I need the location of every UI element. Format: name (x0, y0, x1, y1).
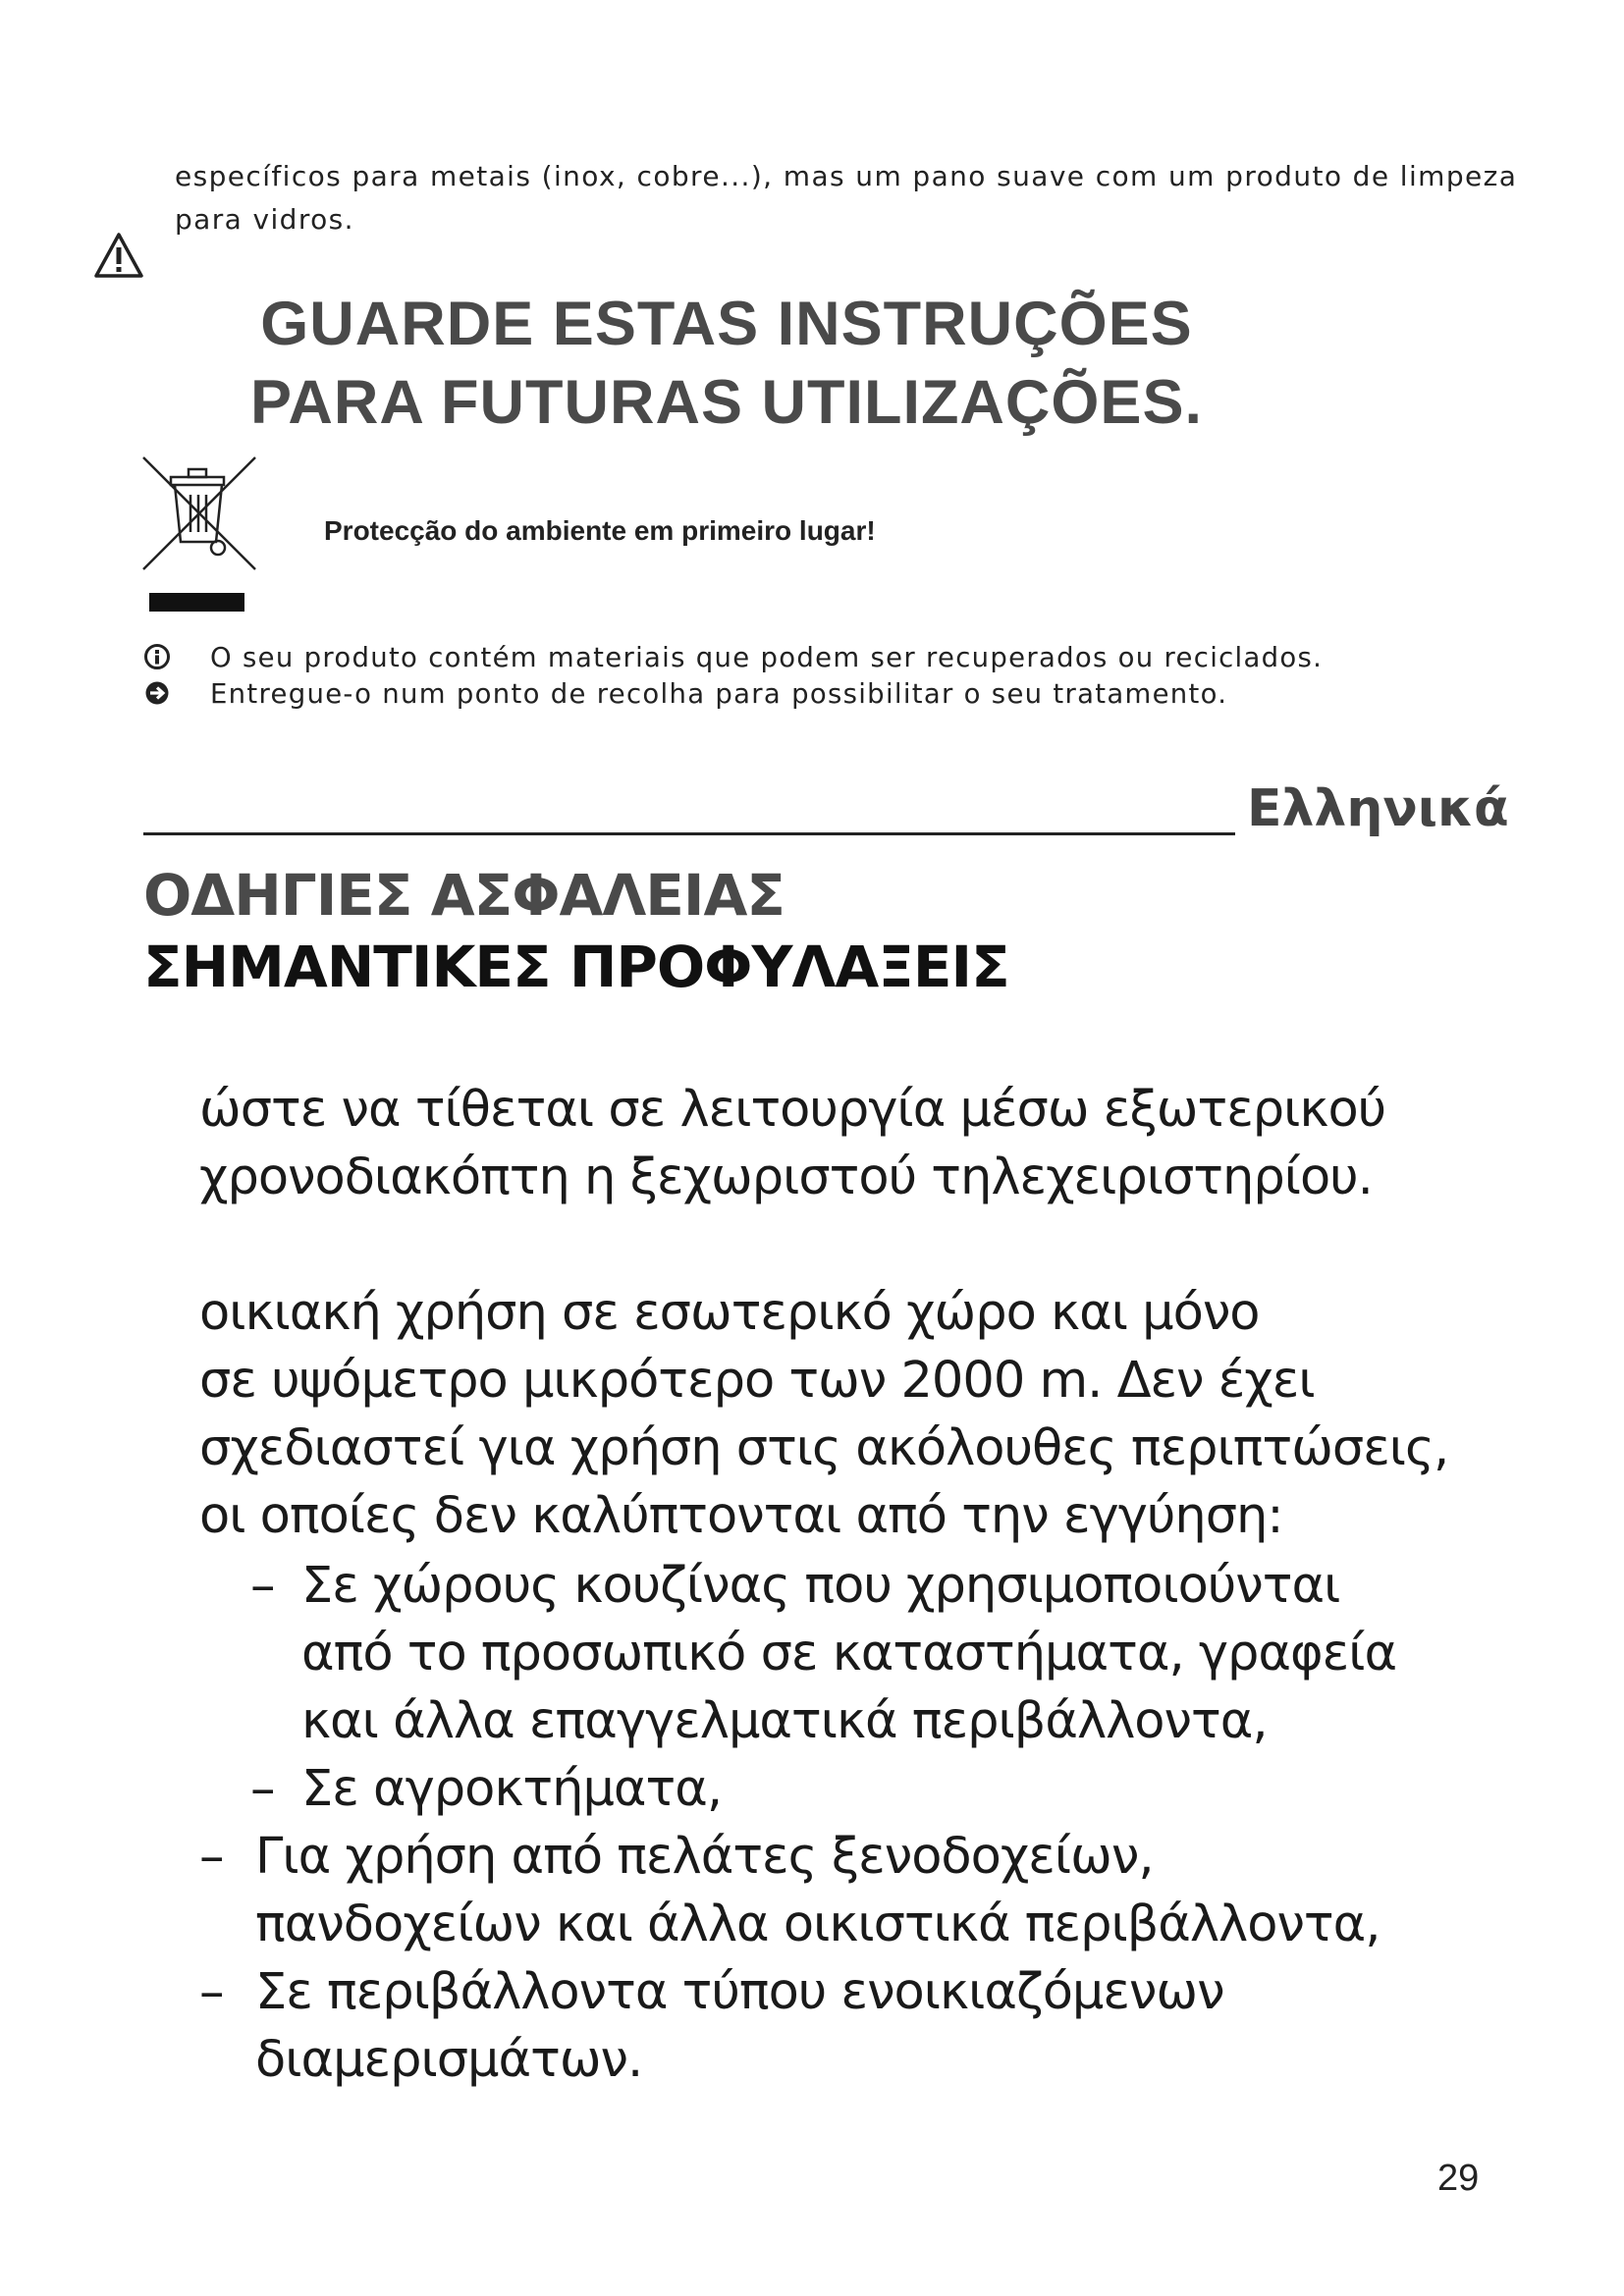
exclusions-list (199, 1552, 1544, 2094)
keep-instructions-line1: GUARDE ESTAS INSTRUÇÕES (260, 290, 1193, 358)
page-number: 29 (1437, 2158, 1480, 2199)
bin-underline-bar (149, 593, 244, 612)
intro-text: específicos para metais (inox, cobre...), mas um pano suave com um produto de limpeza para vidros. (175, 160, 1518, 236)
crossed-out-wheelie-bin-icon (141, 455, 257, 571)
list-dash: – (199, 1963, 224, 2021)
list-dash: – (250, 1760, 275, 1818)
list-item-line: από το προσωπικό σε καταστήματα, γραφεία (301, 1625, 1397, 1682)
keep-instructions-line2: PARA FUTURAS UTILIZAÇÕES. (250, 368, 1203, 437)
paragraph-household-use (199, 1279, 1544, 1550)
language-section-label: Ελληνικά (1247, 779, 1509, 838)
list-item-line: και άλλα επαγγελματικά περιβάλλοντα, (301, 1692, 1268, 1750)
environment-line-text: Entregue-o num ponto de recolha para possibilitar o seu tratamento. (210, 678, 1228, 710)
list-item-line: διαμερισμάτων. (255, 2031, 643, 2089)
list-dash: – (250, 1557, 275, 1615)
list-item (199, 1823, 1544, 1958)
list-item (199, 1958, 1544, 2094)
safety-instructions-heading: ΟΔΗΓΙΕΣ ΑΣΦΑΛΕΙΑΣ (143, 862, 785, 929)
important-precautions-heading: ΣΗΜΑΝΤΙΚΕΣ ΠΡΟΦΥΛΑΞΕΙΣ (143, 934, 1009, 1000)
environment-line (143, 676, 1420, 713)
list-item-line: Για χρήση από πελάτες ξενοδοχείων, (255, 1828, 1154, 1886)
warning-triangle-icon (93, 232, 144, 279)
list-item (199, 1755, 1544, 1823)
language-divider (143, 832, 1235, 835)
paragraph-timer (199, 1076, 1515, 1211)
paragraph-line: σχεδιαστεί για χρήση στις ακόλουθες περιπτώσεις, (199, 1419, 1449, 1477)
paragraph-line: οικιακή χρήση σε εσωτερικό χώρο και μόνο (199, 1284, 1260, 1342)
list-item-line: Σε χώρους κουζίνας που χρησιμοποιούνται (301, 1557, 1340, 1615)
list-item-line: Σε αγροκτήματα, (301, 1760, 723, 1818)
environment-line (143, 640, 1420, 676)
paragraph-line: ώστε να τίθεται σε λειτουργία μέσω εξωτερικού (199, 1081, 1386, 1139)
info-icon (143, 643, 171, 670)
list-dash: – (199, 1828, 224, 1886)
keep-instructions-heading (147, 285, 1306, 442)
arrow-icon (143, 679, 171, 707)
list-item-line: Σε περιβάλλοντα τύπου ενοικιαζόμενων (255, 1963, 1224, 2021)
paragraph-line: χρονοδιακόπτη η ξεχωριστού τηλεχειριστηρίου. (199, 1148, 1373, 1206)
paragraph-line: οι οποίες δεν καλύπτονται από την εγγύηση: (199, 1487, 1283, 1545)
environment-title: Protecção do ambiente em primeiro lugar! (324, 515, 876, 546)
list-item (199, 1552, 1544, 1755)
environment-line-text: O seu produto contém materiais que podem ser recuperados ou reciclados. (210, 642, 1324, 673)
environment-lines (143, 640, 1420, 713)
list-item-line: πανδοχείων και άλλα οικιστικά περιβάλλοντα, (255, 1896, 1380, 1953)
paragraph-line: σε υψόμετρο μικρότερο των 2000 m. Δεν έχει (199, 1352, 1315, 1410)
